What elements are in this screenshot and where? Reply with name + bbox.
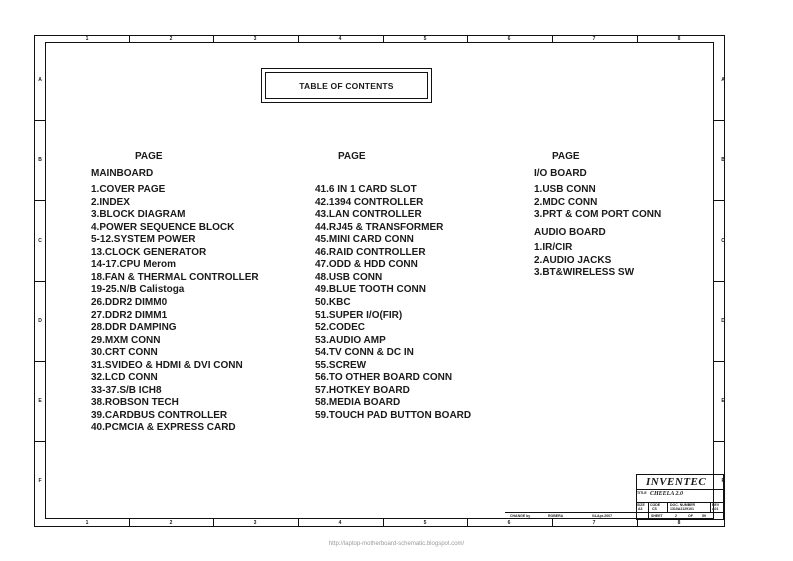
column-1-heading: PAGE: [135, 151, 163, 162]
mainboard-entry: 30.CRT CONN: [91, 347, 158, 359]
continued-entry: 42.1394 CONTROLLER: [315, 196, 424, 208]
continued-entry: 47.ODD & HDD CONN: [315, 259, 418, 271]
mainboard-entry: 32.LCD CONN: [91, 372, 158, 384]
column-divider-tick: [298, 519, 299, 527]
project-name: CHEELA 2.0: [650, 491, 684, 497]
row-letter-right: F: [721, 478, 725, 484]
io-board-entry: 3.PRT & COM PORT CONN: [534, 209, 662, 221]
section-audio-board-title: AUDIO BOARD: [534, 227, 606, 238]
sheet-value: 2: [675, 514, 677, 518]
row-letter-left: D: [38, 318, 42, 324]
continued-entry: 46.RAID CONTROLLER: [315, 246, 426, 258]
column-number-bottom: 4: [338, 520, 342, 526]
row-letter-left: A: [38, 77, 42, 83]
size-label: SIZE: [637, 503, 645, 507]
size-value: A3: [638, 507, 643, 511]
change-row-line: [505, 512, 636, 513]
page-title: TABLE OF CONTENTS: [265, 72, 428, 99]
column-number-top: 2: [169, 35, 173, 42]
row-letter-right: D: [721, 318, 725, 324]
section-io-board-title: I/O BOARD: [534, 168, 587, 179]
row-divider-tick: [34, 441, 45, 442]
row-letter-right: B: [721, 157, 725, 163]
audio-board-entry: 3.BT&WIRELESS SW: [534, 267, 635, 279]
continued-entry: 41.6 IN 1 CARD SLOT: [315, 184, 417, 195]
mainboard-entry: 39.CARDBUS CONTROLLER: [91, 409, 228, 421]
column-number-bottom: 2: [169, 520, 173, 526]
column-number-top: 1: [85, 35, 89, 42]
row-divider-tick: [34, 200, 45, 201]
title-block-divider: [667, 502, 668, 512]
column-divider-tick: [637, 35, 638, 42]
column-number-bottom: 1: [85, 520, 89, 526]
change-label: CHANGE by: [510, 514, 531, 518]
changed-by: ROBERA: [548, 514, 564, 518]
column-number-bottom: 3: [253, 520, 257, 526]
column-number-bottom: 6: [507, 520, 511, 526]
mainboard-entry: 28.DDR DAMPING: [91, 322, 177, 334]
column-number-top: 4: [338, 35, 342, 42]
mainboard-entry: 2.INDEX: [91, 196, 130, 208]
column-divider-tick: [552, 519, 553, 527]
mainboard-entry: 1.COVER PAGE: [91, 184, 166, 195]
mainboard-entry: 31.SVIDEO & HDMI & DVI CONN: [91, 359, 243, 371]
continued-entry: 45.MINI CARD CONN: [315, 234, 414, 246]
column-divider-tick: [129, 35, 130, 42]
row-letter-right: C: [721, 238, 725, 244]
mainboard-entry: 40.PCMCIA & EXPRESS CARD: [91, 422, 236, 434]
audio-board-entry: 2.AUDIO JACKS: [534, 254, 612, 266]
audio-board-entry: 1.IR/CIR: [534, 242, 573, 253]
row-letter-left: C: [38, 238, 42, 244]
row-divider-tick: [714, 120, 725, 121]
mainboard-entry: 13.CLOCK GENERATOR: [91, 246, 207, 258]
io-board-entry: 2.MDC CONN: [534, 196, 598, 208]
rev-label: REV: [712, 503, 720, 507]
continued-entry: 43.LAN CONTROLLER: [315, 209, 422, 221]
column-divider-tick: [129, 519, 130, 527]
change-date: 04-Apr-2007: [592, 514, 613, 518]
title-block-divider: [710, 502, 711, 512]
column-number-bottom: 7: [592, 520, 596, 526]
column-3-heading: PAGE: [552, 151, 580, 162]
column-number-top: 3: [253, 35, 257, 42]
mainboard-entry: 14-17.CPU Merom: [91, 259, 177, 271]
section-mainboard-title: MAINBOARD: [91, 168, 154, 179]
row-divider-tick: [34, 120, 45, 121]
mainboard-entry: 38.ROBSON TECH: [91, 397, 179, 409]
column-number-top: 7: [592, 35, 596, 42]
row-letter-left: F: [38, 478, 42, 484]
continued-entry: 58.MEDIA BOARD: [315, 397, 401, 409]
mainboard-entry: 18.FAN & THERMAL CONTROLLER: [91, 271, 259, 283]
column-divider-tick: [383, 519, 384, 527]
mainboard-entry: 29.MXM CONN: [91, 334, 161, 346]
column-divider-tick: [637, 519, 638, 527]
title-block-divider: [648, 502, 649, 520]
mainboard-entry: 5-12.SYSTEM POWER: [91, 234, 196, 246]
mainboard-entry: 33-37.S/B ICH8: [91, 384, 162, 396]
row-divider-tick: [714, 441, 725, 442]
continued-entry: 56.TO OTHER BOARD CONN: [315, 372, 453, 384]
column-divider-tick: [552, 35, 553, 42]
title-block-divider: [636, 489, 724, 490]
row-divider-tick: [714, 200, 725, 201]
title-block-divider: [636, 512, 724, 513]
io-board-entry: 1.USB CONN: [534, 184, 596, 195]
column-divider-tick: [383, 35, 384, 42]
of-label: OF: [688, 514, 693, 518]
row-divider-tick: [34, 281, 45, 282]
continued-entry: 50.KBC: [315, 296, 351, 308]
column-number-top: 6: [507, 35, 511, 42]
column-number-bottom: 8: [677, 520, 681, 526]
column-divider-tick: [467, 519, 468, 527]
code-value: CS: [652, 507, 657, 511]
sheet-label: SHEET: [651, 514, 663, 518]
column-number-bottom: 5: [423, 520, 427, 526]
continued-entry: 44.RJ45 & TRANSFORMER: [315, 221, 444, 233]
continued-entry: 48.USB CONN: [315, 271, 383, 283]
row-divider-tick: [34, 361, 45, 362]
continued-entry: 59.TOUCH PAD BUTTON BOARD: [315, 409, 472, 421]
continued-entry: 49.BLUE TOOTH CONN: [315, 284, 426, 296]
row-divider-tick: [714, 281, 725, 282]
code-label: CODE: [650, 503, 661, 507]
column-2-heading: PAGE: [338, 151, 366, 162]
row-letter-left: E: [38, 398, 42, 404]
column-divider-tick: [467, 35, 468, 42]
footer-url: http://laptop-motherboard-schematic.blogspot.com/: [328, 541, 465, 547]
company-name: INVENTEC: [646, 476, 707, 488]
sheet-total: 59: [702, 514, 706, 518]
mainboard-entry: 4.POWER SEQUENCE BLOCK: [91, 221, 235, 233]
column-number-top: 5: [423, 35, 427, 42]
continued-entry: 52.CODEC: [315, 322, 366, 334]
continued-entry: 51.SUPER I/O(FIR): [315, 309, 403, 321]
mainboard-entry: 26.DDR2 DIMM0: [91, 296, 168, 308]
continued-entry: 53.AUDIO AMP: [315, 334, 386, 346]
doc-number-value: 1310A2129101: [670, 507, 694, 511]
column-divider-tick: [298, 35, 299, 42]
column-number-top: 8: [677, 35, 681, 42]
continued-entry: 55.SCREW: [315, 359, 367, 371]
column-divider-tick: [213, 35, 214, 42]
continued-entry: 57.HOTKEY BOARD: [315, 384, 410, 396]
row-divider-tick: [714, 361, 725, 362]
continued-entry: 54.TV CONN & DC IN: [315, 347, 414, 359]
row-letter-right: E: [721, 398, 725, 404]
mainboard-entry: 19-25.N/B Calistoga: [91, 284, 185, 296]
row-letter-left: B: [38, 157, 42, 163]
title-label: TITLE: [637, 491, 647, 495]
doc-number-label: DOC. NUMBER: [670, 503, 696, 507]
rev-value: A01: [712, 507, 719, 511]
column-divider-tick: [213, 519, 214, 527]
mainboard-entry: 27.DDR2 DIMM1: [91, 309, 168, 321]
row-letter-right: A: [721, 77, 725, 83]
mainboard-entry: 3.BLOCK DIAGRAM: [91, 209, 186, 221]
